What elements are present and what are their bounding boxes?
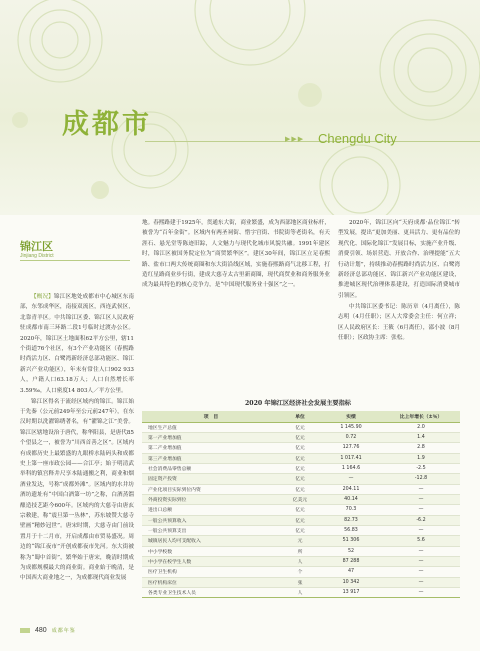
table-cell: 一般公共预算支出 [142,525,280,535]
table-cell: 医疗卫生机构 [142,567,280,577]
table-cell: -6.2 [382,515,460,525]
table-cell: 82.73 [320,515,382,525]
table-title: 2020 年锦江区经济社会发展主要指标 [245,400,351,407]
table-row [142,536,460,546]
table-cell: 亿元 [280,432,320,442]
table-cell: 2.8 [382,443,460,453]
table-cell: 1 017.41 [320,453,382,463]
column-header: 单位 [280,411,320,422]
table-cell: 87 288 [320,556,382,566]
table-cell: 亿元 [280,463,320,473]
paragraph [20,397,134,584]
paragraph [338,302,460,344]
column-header: 实绩 [320,411,382,422]
table-row [142,432,460,442]
table-header-row [142,411,460,422]
triple-arrow-icon: ▶▶▶ [285,135,305,143]
table-cell: 127.76 [320,443,382,453]
text-column-1 [20,292,134,584]
district-title-english: Jinjiang District [20,253,54,259]
table-cell: 亿元 [280,525,320,535]
table-cell: 第二产业增加值 [142,443,280,453]
table-cell: 10 342 [320,577,382,587]
table-cell: 52 [320,546,382,556]
table-row [142,546,460,556]
table-cell: — [382,567,460,577]
table-cell: — [382,494,460,504]
table-cell: 外商投资实际到位 [142,494,280,504]
table-row [142,474,460,484]
table-row [142,453,460,463]
table-cell: 医疗机构床位 [142,577,280,587]
table-row [142,494,460,504]
table-cell: 元 [280,536,320,546]
table-cell: 人 [280,556,320,566]
table-cell: 进出口总额 [142,505,280,515]
table-row [142,443,460,453]
page-title: 成都市 [62,109,152,140]
paragraph-text: 地。春熙路建于1925年，贯通东大街，商业繁盛，成为西部地区商业标杆，被誉为“百年金街”。区域内有两圣祠街、惜字宫街、书院街等老街名，有天涯石、悬光堂等陈迹旧踪，人文魅力与现代化城市风貌共融。1991年建区时，锦江区被国务院定位为“商贸繁华区”。建区30年间，锦江区立足春熙路、盐市口两大传统商圈和东大街沿线区域，实施春熙路商气北移工程，打造红星路商业步行街，建成大慈寺太古里新商圈，现代商贸业和商务服务业成为最具特色的核心竞争力，是“中国现代服务业十强区”之一。 [142,220,330,289]
table-row [142,556,460,566]
table-cell: 亿元 [280,422,320,432]
table-cell: 5.6 [382,536,460,546]
table-row [142,422,460,432]
table-cell: 2.0 [382,422,460,432]
table-cell: 中小学校数 [142,546,280,556]
column-header: 比上年增长（±％） [382,411,460,422]
table-cell: 70.3 [320,505,382,515]
page-number: 480 [35,627,47,634]
district-rule [20,260,130,261]
table-cell: 亿元 [280,474,320,484]
text-column-2 [142,218,330,291]
table-cell: 亿元 [280,505,320,515]
table-cell: -2.5 [382,463,460,473]
table-cell: 一般公共预算收入 [142,515,280,525]
paragraph-text: 锦江区地处成都市中心城区东南部，东邻成华区，南接双流区，西连武侯区，北靠青羊区。中共锦江区委、锦江区人民政府驻成都市南三环路二段1号临时过渡办公区。2020年，锦江区土地面积62平方公里，辖11个街道76个社区，有3个产业功能区（春熙路时尚活力区、白鹭湾新经济总部功能区、锦江新兴产业功能区），年末有常住人口902 933人，户籍人口63.18万人；人口自然增长率3.59‰，人口密度14 803人／平方公里。 [20,294,134,394]
table-cell: 各类专业卫生技术人员 [142,588,280,598]
table-row [142,505,460,515]
table-cell: 56.83 [320,525,382,535]
table-cell: 城镇居民人均可支配收入 [142,536,280,546]
table-cell: 1 145.90 [320,422,382,432]
table-cell: 1.4 [382,432,460,442]
table-cell: 地区生产总值 [142,422,280,432]
book-name: 成都年鉴 [51,628,76,634]
table-cell: 产业化项目实际到位内资 [142,484,280,494]
paragraph-text: 2020年，锦江区向“天府成都·品位锦江”转型发展，提出“更加美丽、更具活力、更有品位的现代化、国际化锦江”发展目标，实施产业升级、消费引领、场景营造、开放合作、治理提能“五大行动计划”，持续推动春熙路时尚活力区、白鹭湾新经济总部功能区、锦江新兴产业功能区建设，推进城区现代治理体系建设，打造国际消费城市引领区。 [338,220,460,299]
table-cell: 亿美元 [280,494,320,504]
paragraph [338,218,460,301]
table-cell: 40.14 [320,494,382,504]
table-cell: 第三产业增加值 [142,453,280,463]
table-row [142,463,460,473]
table-cell: — [382,577,460,587]
table-cell: 1.9 [382,453,460,463]
table-cell: 个 [280,567,320,577]
table-cell: 47 [320,567,382,577]
table-cell: 51 306 [320,536,382,546]
page-title-english: Chengdu City [318,131,397,146]
table-cell: 所 [280,546,320,556]
table-cell: 1 164.6 [320,463,382,473]
table-row [142,484,460,494]
page-footer [20,627,76,634]
table-cell: — [382,505,460,515]
table-cell: 亿元 [280,443,320,453]
paragraph [20,292,134,396]
table-cell: 亿元 [280,453,320,463]
indicator-table [142,411,460,598]
paragraph [142,218,330,291]
table-cell: — [382,525,460,535]
paragraph-text: 锦江区得名于流经区域内的锦江。锦江始于先秦（公元前249年至公元前247年），在东汉时期以洗濯锦绣著名，有“濯锦之江”美誉。锦江区辖地设治于唐代，称华阳县，是唐代85个望县之一，被誉为“川西首善之区”。区域内有成都历史上最繁盛的九眼桥水陆码头和成都史上第一座市政公园——合江亭；始于明清武举科的镇宫释井尺享本陆通搬之利，商业和烟酒业发达，号称“成都外滩”。区域内的水井坊酒坊遗址有“中国白酒第一坊”之称，白酒蒸馏酿造技艺距今600年。区域内的大慈寺由唐玄宗敕建，称“震旦第一丛林”，苏东坡赞大慈寺壁画“精妙冠世”。唐宋时期，大慈寺由门前设置月于十二月市，开启成都由市贸易盛况。周边的“锦江夜市”开创成都夜市先河。东大街被称为“蜀中首街”，繁华始于唐宋，晚清时期成为成都规模最大的商业街。商业始于晚清，是中国西大商业地之一，为成都现代商业发展 [20,398,134,582]
table-cell: 固定资产投资 [142,474,280,484]
section-tag: 【概况】 [31,294,54,300]
table-cell: 204.11 [320,484,382,494]
table-cell: — [382,588,460,598]
table-row [142,525,460,535]
text-column-3 [338,218,460,344]
table-cell: 第一产业增加值 [142,432,280,442]
table-cell: 中小学在校学生人数 [142,556,280,566]
paragraph-text: 中共锦江区委书记：陈历章（4月离任），陈志明（4月任职）；区人大常委会主任：何立祥；区人民政府区长：王筱（6月离任），邵小波（8月任职）；区政协主席：张松。 [338,303,460,341]
table-cell: 人 [280,588,320,598]
table-cell: 亿元 [280,484,320,494]
table-cell: — [320,474,382,484]
table-row [142,567,460,577]
table-cell: — [382,546,460,556]
table-cell: 社会消费品零售总额 [142,463,280,473]
table-cell: 13 917 [320,588,382,598]
table-cell: — [382,484,460,494]
table-row [142,577,460,587]
table-cell: 0.72 [320,432,382,442]
table-cell: -12.8 [382,474,460,484]
column-header: 项 目 [142,411,280,422]
header-band [0,0,480,215]
table-row [142,515,460,525]
title-rule [145,141,480,142]
table-row [142,588,460,598]
table-cell: 张 [280,577,320,587]
district-title: 锦江区 [20,240,53,253]
table-cell: 亿元 [280,515,320,525]
table-cell: — [382,556,460,566]
page-marker [20,628,30,633]
